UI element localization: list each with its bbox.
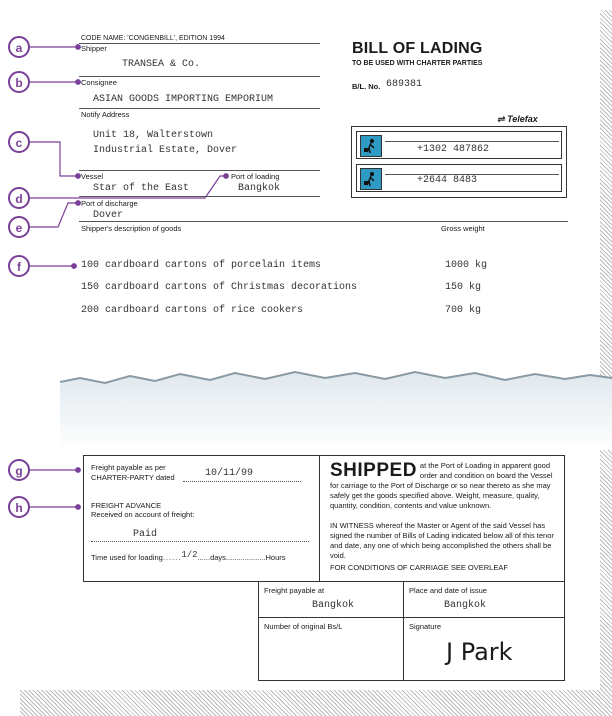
phone-box-1 [356, 131, 562, 159]
port-loading-label: Port of loading [231, 172, 280, 181]
phone-2: +2644 8483 [417, 175, 478, 186]
consignee-value: ASIAN GOODS IMPORTING EMPORIUM [93, 94, 274, 105]
freight-at-value: Bangkok [312, 600, 355, 611]
callout-f: f [8, 255, 30, 277]
notify-line-1: Unit 18, Walterstown [93, 130, 214, 141]
freight-payable-label-1: Freight payable as per [91, 463, 166, 472]
goods-weight-3: 700 kg [445, 305, 482, 316]
callout-d: d [8, 187, 30, 209]
freight-payable-label-2: CHARTER-PARTY dated [91, 473, 175, 482]
freight-at-label: Freight payable at [264, 586, 325, 595]
notify-line-2: Industrial Estate, Dover [93, 145, 238, 156]
goods-weight-1: 1000 kg [445, 260, 488, 271]
callout-g: g [8, 459, 30, 481]
fax-icon [360, 135, 382, 157]
witness-clause: IN WITNESS whereof the Master or Agent of the said Vessel has signed the number of Bills of Lading indicated below all of this tenor and date, any one of which being accomplished the others shall be void. [330, 521, 554, 560]
goods-label: Shipper's description of goods [81, 224, 182, 233]
consignee-label: Consignee [81, 78, 117, 87]
code-name: CODE NAME: 'CONGENBILL', EDITION 1994 [81, 35, 225, 42]
time-used-label: Time used for loading......1/2......days...................Hours [91, 550, 286, 562]
document-subtitle: TO BE USED WITH CHARTER PARTIES [352, 60, 483, 67]
place-date-value: Bangkok [444, 600, 487, 611]
goods-weight-2: 150 kg [445, 282, 482, 293]
shipper-value: TRANSEA & Co. [122, 59, 201, 70]
charter-party-date: 10/11/99 [205, 468, 254, 479]
telefax-logo [497, 114, 538, 125]
time-hours-label: Hours [265, 553, 286, 562]
goods-desc-3: 200 cardboard cartons of rice cookers [81, 305, 304, 316]
port-discharge-value: Dover [93, 210, 124, 221]
telefax-arrow-icon: ⇌ [497, 114, 505, 124]
freight-paid-value: Paid [133, 529, 158, 540]
callout-b: b [8, 71, 30, 93]
conditions-note: FOR CONDITIONS OF CARRIAGE SEE OVERLEAF [330, 563, 508, 572]
callout-c: c [8, 131, 30, 153]
time-used-text: Time used for loading [91, 553, 163, 562]
signature-label: Signature [409, 622, 442, 631]
phone-box-2 [356, 164, 562, 192]
document-title: BILL OF LADING [352, 40, 483, 57]
freight-advance-label: FREIGHT ADVANCE [91, 501, 162, 510]
place-date-label: Place and date of issue [409, 586, 487, 595]
callout-a: a [8, 36, 30, 58]
goods-desc-2: 150 cardboard cartons of Christmas decorations [81, 282, 358, 293]
shipped-text: at the Port of Loading in apparent good order and condition on board the Vessel for carriage to the Port of Discharge or so near thereto as she may safely get the goods specified above. Weight, measure, quality, quantity, condition, contents and value unknown. [330, 461, 553, 510]
bl-number-value: 689381 [386, 79, 423, 90]
phone-1: +1302 487862 [417, 144, 490, 155]
goods-desc-1: 100 cardboard cartons of porcelain items [81, 260, 322, 271]
shipped-heading: SHIPPED [330, 460, 417, 481]
notify-label: Notify Address [81, 110, 130, 119]
weight-label: Gross weight [441, 224, 485, 233]
bl-number-label: B/L. No. [352, 82, 381, 91]
callout-h: h [8, 496, 30, 518]
vessel-label: Vessel [81, 172, 104, 181]
port-discharge-label: Port of discharge [81, 199, 138, 208]
shipper-label: Shipper [81, 44, 107, 53]
callout-e: e [8, 216, 30, 238]
telefax-text: Telefax [507, 114, 538, 124]
time-used-value: 1/2 [181, 550, 198, 560]
port-loading-value: Bangkok [238, 183, 281, 194]
time-days-label: days [210, 553, 226, 562]
originals-label: Number of original Bs/L [264, 622, 343, 631]
signature-value: J Park [446, 638, 513, 666]
torn-edge [60, 360, 612, 450]
shipped-clause [330, 461, 558, 511]
phone-icon [360, 168, 382, 190]
received-label: Received on account of freight: [91, 510, 195, 519]
vessel-value: Star of the East [93, 183, 190, 194]
